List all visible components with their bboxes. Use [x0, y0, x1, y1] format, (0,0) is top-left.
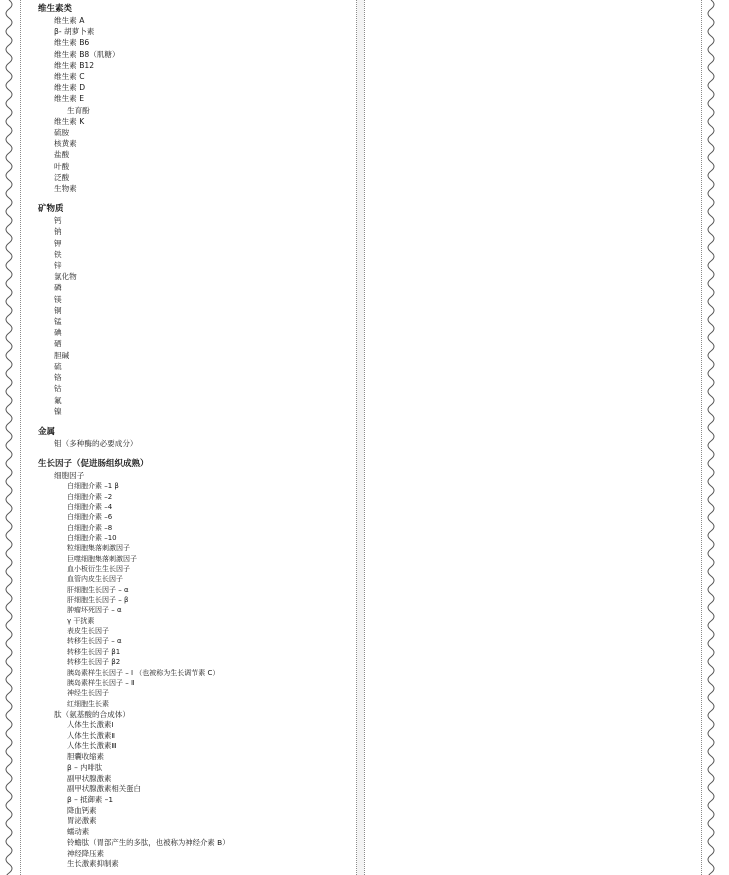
list-item: 人体生长激素Ⅱ	[67, 730, 115, 740]
list-item: 硫	[54, 361, 62, 371]
minerals-list	[38, 215, 358, 417]
list-item: β- 胡萝卜素	[54, 27, 95, 37]
list-item: 血管内皮生长因子	[67, 575, 123, 584]
list-item: 维生素 B12	[54, 60, 95, 70]
list-item: 副甲状腺激素相关蛋白	[67, 784, 141, 794]
list-item: 铁	[54, 249, 62, 259]
list-item: 铜	[54, 305, 62, 315]
list-item: 转移生长因子 – α	[67, 637, 122, 646]
cytokines-label: 细胞因子	[54, 471, 85, 481]
list-item: 氯化物	[54, 272, 77, 282]
list-item: 粒细胞集落刺激因子	[67, 544, 130, 553]
list-item: 神经降压素	[67, 848, 104, 858]
list-item: 转移生长因子 β2	[67, 658, 121, 667]
list-item: 钴	[54, 384, 62, 394]
list-item: 转移生长因子 β1	[67, 647, 121, 656]
list-item: 铃蟾肽（胃部产生的多肽，也被称为神经介素 B）	[67, 837, 230, 847]
list-item: 维生素 D	[54, 83, 86, 93]
list-item: β – 内啡肽	[67, 762, 103, 772]
cytokines-list	[38, 481, 358, 709]
peptides-list	[38, 720, 358, 870]
list-item: 胆碱	[54, 350, 70, 360]
list-item: 镁	[54, 294, 62, 304]
left-page-edge-wave	[2, 0, 16, 875]
list-item: 钼（多种酶的必要成分）	[54, 438, 138, 448]
list-item: 血小板衍生生长因子	[67, 565, 130, 574]
list-item: 维生素 B6	[54, 38, 90, 48]
peptides-label: 肽（氨基酸的合成体）	[54, 709, 130, 719]
section-title-growth-factors: 生长因子（促进肠组织成熟）	[38, 459, 149, 470]
list-item: 钾	[54, 238, 62, 248]
list-item: 硫胺	[54, 128, 70, 138]
list-item: 生长激素抑制素	[67, 859, 119, 869]
list-item: 胃泌激素	[67, 816, 97, 826]
section-title-metals: 金属	[38, 426, 56, 437]
list-item: 生物素	[54, 184, 77, 194]
list-item: 副甲状腺激素	[67, 773, 112, 783]
list-item: β – 抵御素 –1	[67, 795, 114, 804]
list-item: 叶酸	[54, 161, 70, 171]
list-item: 维生素 A	[54, 16, 85, 25]
vitamins-list-continued	[38, 116, 358, 194]
list-item: 钙	[54, 216, 62, 226]
list-item: 胰岛素样生长因子 – Ⅰ （也被称为生长调节素 C）	[67, 668, 220, 677]
list-item: 碘	[54, 328, 62, 338]
list-item: γ 干扰素	[67, 616, 95, 625]
list-item: 肝细胞生长因子 – α	[67, 585, 129, 594]
list-item: 肿瘤坏死因子 – α	[67, 606, 122, 615]
list-item: 铬	[54, 373, 62, 383]
list-item: 肝细胞生长因子 – β	[67, 596, 129, 605]
list-item: 白细胞介素 –2	[67, 492, 113, 501]
list-item: 降血钙素	[67, 805, 97, 815]
vitamin-e-subitem: 生育酚	[67, 105, 90, 115]
section-title-vitamins: 维生素类	[38, 4, 73, 14]
list-item: 维生素 B8（肌糖）	[54, 49, 120, 59]
right-margin-dotted-line	[701, 0, 702, 875]
list-item: 泛酸	[54, 172, 70, 182]
page-gutter	[357, 0, 364, 875]
list-item: 白细胞介素 –8	[67, 523, 113, 532]
list-item: 维生素 C	[54, 72, 85, 82]
list-item: 巨噬细胞集落刺激因子	[67, 554, 137, 563]
list-item: 钠	[54, 227, 62, 237]
list-item: 氟	[54, 395, 62, 405]
list-item: 白细胞介素 –6	[67, 513, 113, 522]
list-item: 胆囊收缩素	[67, 752, 104, 762]
list-item: 白细胞介素 –4	[67, 503, 113, 511]
list-item: 白细胞介素 –10	[67, 534, 117, 543]
list-item: 表皮生长因子	[67, 627, 109, 636]
list-item: 红细胞生长素	[67, 699, 109, 708]
list-item: 磷	[54, 283, 62, 293]
right-page-edge-wave	[704, 0, 718, 875]
list-item: 镍	[54, 406, 62, 416]
list-item: 维生素 E	[54, 94, 84, 104]
list-item: 核黄素	[54, 139, 77, 149]
list-item: 锰	[54, 317, 62, 327]
list-item: 人体生长激素Ⅲ	[67, 741, 117, 751]
list-item: 蠕动素	[67, 827, 90, 837]
list-item: 维生素 K	[54, 116, 85, 126]
document-body	[38, 4, 358, 870]
left-margin-dotted-line	[20, 0, 21, 875]
vitamins-list	[38, 15, 358, 105]
list-item: 人体生长激素Ⅰ	[67, 720, 114, 730]
list-item: 神经生长因子	[67, 689, 109, 698]
metals-list	[38, 438, 358, 449]
list-item: 硒	[54, 339, 62, 349]
list-item: 盐酸	[54, 150, 70, 160]
section-title-minerals: 矿物质	[38, 204, 64, 215]
gutter-dotted-line-right	[364, 0, 365, 875]
list-item: 白细胞介素 –1 β	[67, 482, 119, 491]
list-item: 锌	[54, 261, 62, 271]
list-item: 胰岛素样生长因子 – Ⅱ	[67, 678, 135, 687]
